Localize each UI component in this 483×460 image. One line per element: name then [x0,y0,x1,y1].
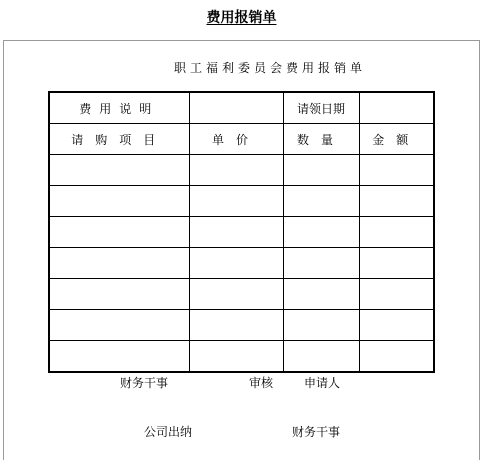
table-cell[interactable] [49,341,189,373]
form-heading: 职工福利委员会费用报销单 [173,61,366,75]
table-cell[interactable] [359,186,434,217]
table-cell[interactable] [49,310,189,341]
table-cell[interactable] [359,341,434,373]
signature-reviewer: 审核 [249,376,274,390]
table-row [49,155,434,186]
table-cell[interactable] [189,186,283,217]
table-cell[interactable] [359,279,434,310]
table-cell[interactable] [49,248,189,279]
table-row [49,217,434,248]
table-row [49,310,434,341]
table-cell[interactable] [283,248,359,279]
signature-finance-officer: 财务干事 [120,376,169,390]
table-cell[interactable] [49,155,189,186]
table-row [49,248,434,279]
expense-table [48,91,435,373]
page-title: 费用报销单 [206,10,277,26]
column-header-unit-price: 单价 [189,124,283,155]
table-cell[interactable] [189,217,283,248]
table-row [49,341,434,373]
request-date-label: 请领日期 [283,92,359,124]
table-cell[interactable] [359,217,434,248]
expense-description-field[interactable] [189,92,283,124]
table-cell[interactable] [189,155,283,186]
column-header-amount: 金额 [359,124,434,155]
table-cell[interactable] [49,279,189,310]
column-header-quantity: 数量 [283,124,359,155]
table-cell[interactable] [283,186,359,217]
table-cell[interactable] [359,310,434,341]
table-cell[interactable] [49,186,189,217]
table-cell[interactable] [189,279,283,310]
table-cell[interactable] [189,341,283,373]
table-cell[interactable] [283,279,359,310]
table-cell[interactable] [189,310,283,341]
table-cell[interactable] [283,155,359,186]
table-cell[interactable] [359,155,434,186]
table-header-row [49,92,434,124]
column-header-row [49,124,434,155]
expense-description-label: 费用说明 [49,92,189,124]
table-cell[interactable] [283,217,359,248]
table-cell[interactable] [359,248,434,279]
table-cell[interactable] [283,310,359,341]
signature-applicant: 申请人 [304,376,341,390]
column-header-item: 请购项目 [49,124,189,155]
table-row [49,279,434,310]
table-cell[interactable] [283,341,359,373]
table-cell[interactable] [189,248,283,279]
signature-cashier: 公司出纳 [144,425,193,439]
table-row [49,186,434,217]
request-date-field[interactable] [359,92,434,124]
table-cell[interactable] [49,217,189,248]
signature-finance-officer-2: 财务干事 [292,425,341,439]
